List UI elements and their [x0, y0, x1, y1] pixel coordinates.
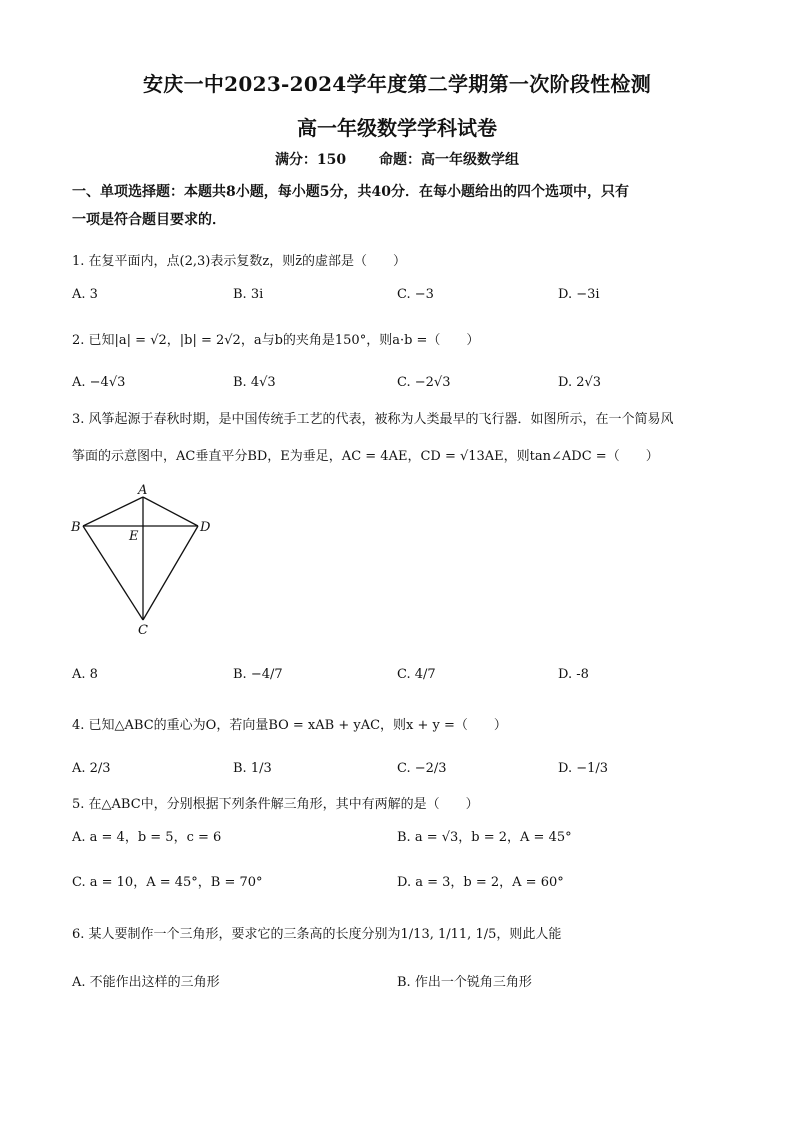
- segment-ab: [83, 497, 143, 526]
- question-2-stem: 2. 已知|a| = √2，|b| = 2√2，a与b的夹角是150°，则a·b =（ ）: [72, 333, 480, 348]
- exam-meta: [0, 149, 794, 169]
- question-3-stem-line1: 3. 风筝起源于春秋时期，是中国传统手工艺的代表，被称为人类最早的飞行器．如图所示，在一个简易风: [72, 412, 674, 427]
- q5-option-d[interactable]: D. a = 3，b = 2，A = 60°: [397, 875, 564, 890]
- q3-option-c[interactable]: C. 4/7: [397, 667, 436, 682]
- q3-option-d[interactable]: D. -8: [558, 667, 589, 682]
- question-6-stem: 6. 某人要制作一个三角形，要求它的三条高的长度分别为1/13, 1/11, 1/5，则此人能: [72, 927, 562, 942]
- label-b: B: [71, 520, 81, 535]
- q6-option-a[interactable]: A. 不能作出这样的三角形: [72, 975, 220, 990]
- q6-option-b[interactable]: B. 作出一个锐角三角形: [397, 975, 532, 990]
- section-heading-line2: 一项是符合题目要求的．: [72, 212, 226, 228]
- question-5-stem: 5. 在△ABC中，分别根据下列条件解三角形，其中有两解的是（ ）: [72, 797, 479, 812]
- q3-option-b[interactable]: B. −4/7: [233, 667, 283, 682]
- q1-option-d[interactable]: D. −3i: [558, 287, 600, 302]
- q1-option-c[interactable]: C. −3: [397, 287, 434, 302]
- segment-dc: [143, 526, 198, 620]
- q2-option-b[interactable]: B. 4√3: [233, 375, 276, 390]
- q5-option-a[interactable]: A. a = 4，b = 5，c = 6: [72, 830, 222, 845]
- exam-title: 安庆一中2023-2024学年度第二学期第一次阶段性检测: [142, 72, 652, 96]
- label-c: C: [138, 623, 148, 638]
- label-d: D: [200, 520, 211, 535]
- section-heading: [72, 178, 732, 234]
- question-4-stem: 4. 已知△ABC的重心为O，若向量BO = xAB + yAC，则x + y =（ ）: [72, 718, 507, 733]
- segment-ad: [143, 497, 198, 526]
- q1-option-b[interactable]: B. 3i: [233, 287, 264, 302]
- exam-author: 命题：高一年级数学组: [379, 152, 520, 168]
- q4-option-d[interactable]: D. −1/3: [558, 761, 609, 776]
- question-1-stem: 1. 在复平面内，点(2,3)表示复数z，则z̄的虚部是（ ）: [72, 254, 407, 269]
- q2-option-d[interactable]: D. 2√3: [558, 375, 602, 390]
- question-3-stem-line2: 筝面的示意图中，AC垂直平分BD，E为垂足，AC = 4AE，CD = √13AE，则tan∠ADC =（ ）: [72, 449, 659, 464]
- total-score: 满分：150: [274, 152, 347, 168]
- q5-option-b[interactable]: B. a = √3，b = 2，A = 45°: [397, 830, 572, 845]
- q2-option-a[interactable]: A. −4√3: [72, 375, 126, 390]
- q4-option-c[interactable]: C. −2/3: [397, 761, 447, 776]
- q2-option-c[interactable]: C. −2√3: [397, 375, 451, 390]
- q4-option-a[interactable]: A. 2/3: [72, 761, 111, 776]
- q5-option-c[interactable]: C. a = 10，A = 45°，B = 70°: [72, 875, 263, 890]
- section-heading-line1: 一、单项选择题：本题共8小题，每小题5分，共40分．在每小题给出的四个选项中，只有: [72, 184, 629, 200]
- label-a: A: [138, 483, 148, 498]
- q4-option-b[interactable]: B. 1/3: [233, 761, 272, 776]
- exam-subtitle: 高一年级数学学科试卷: [297, 116, 497, 140]
- label-e: E: [129, 529, 139, 544]
- kite-figure: [66, 480, 226, 640]
- q3-option-a[interactable]: A. 8: [72, 667, 98, 682]
- q1-option-a[interactable]: A. 3: [72, 287, 98, 302]
